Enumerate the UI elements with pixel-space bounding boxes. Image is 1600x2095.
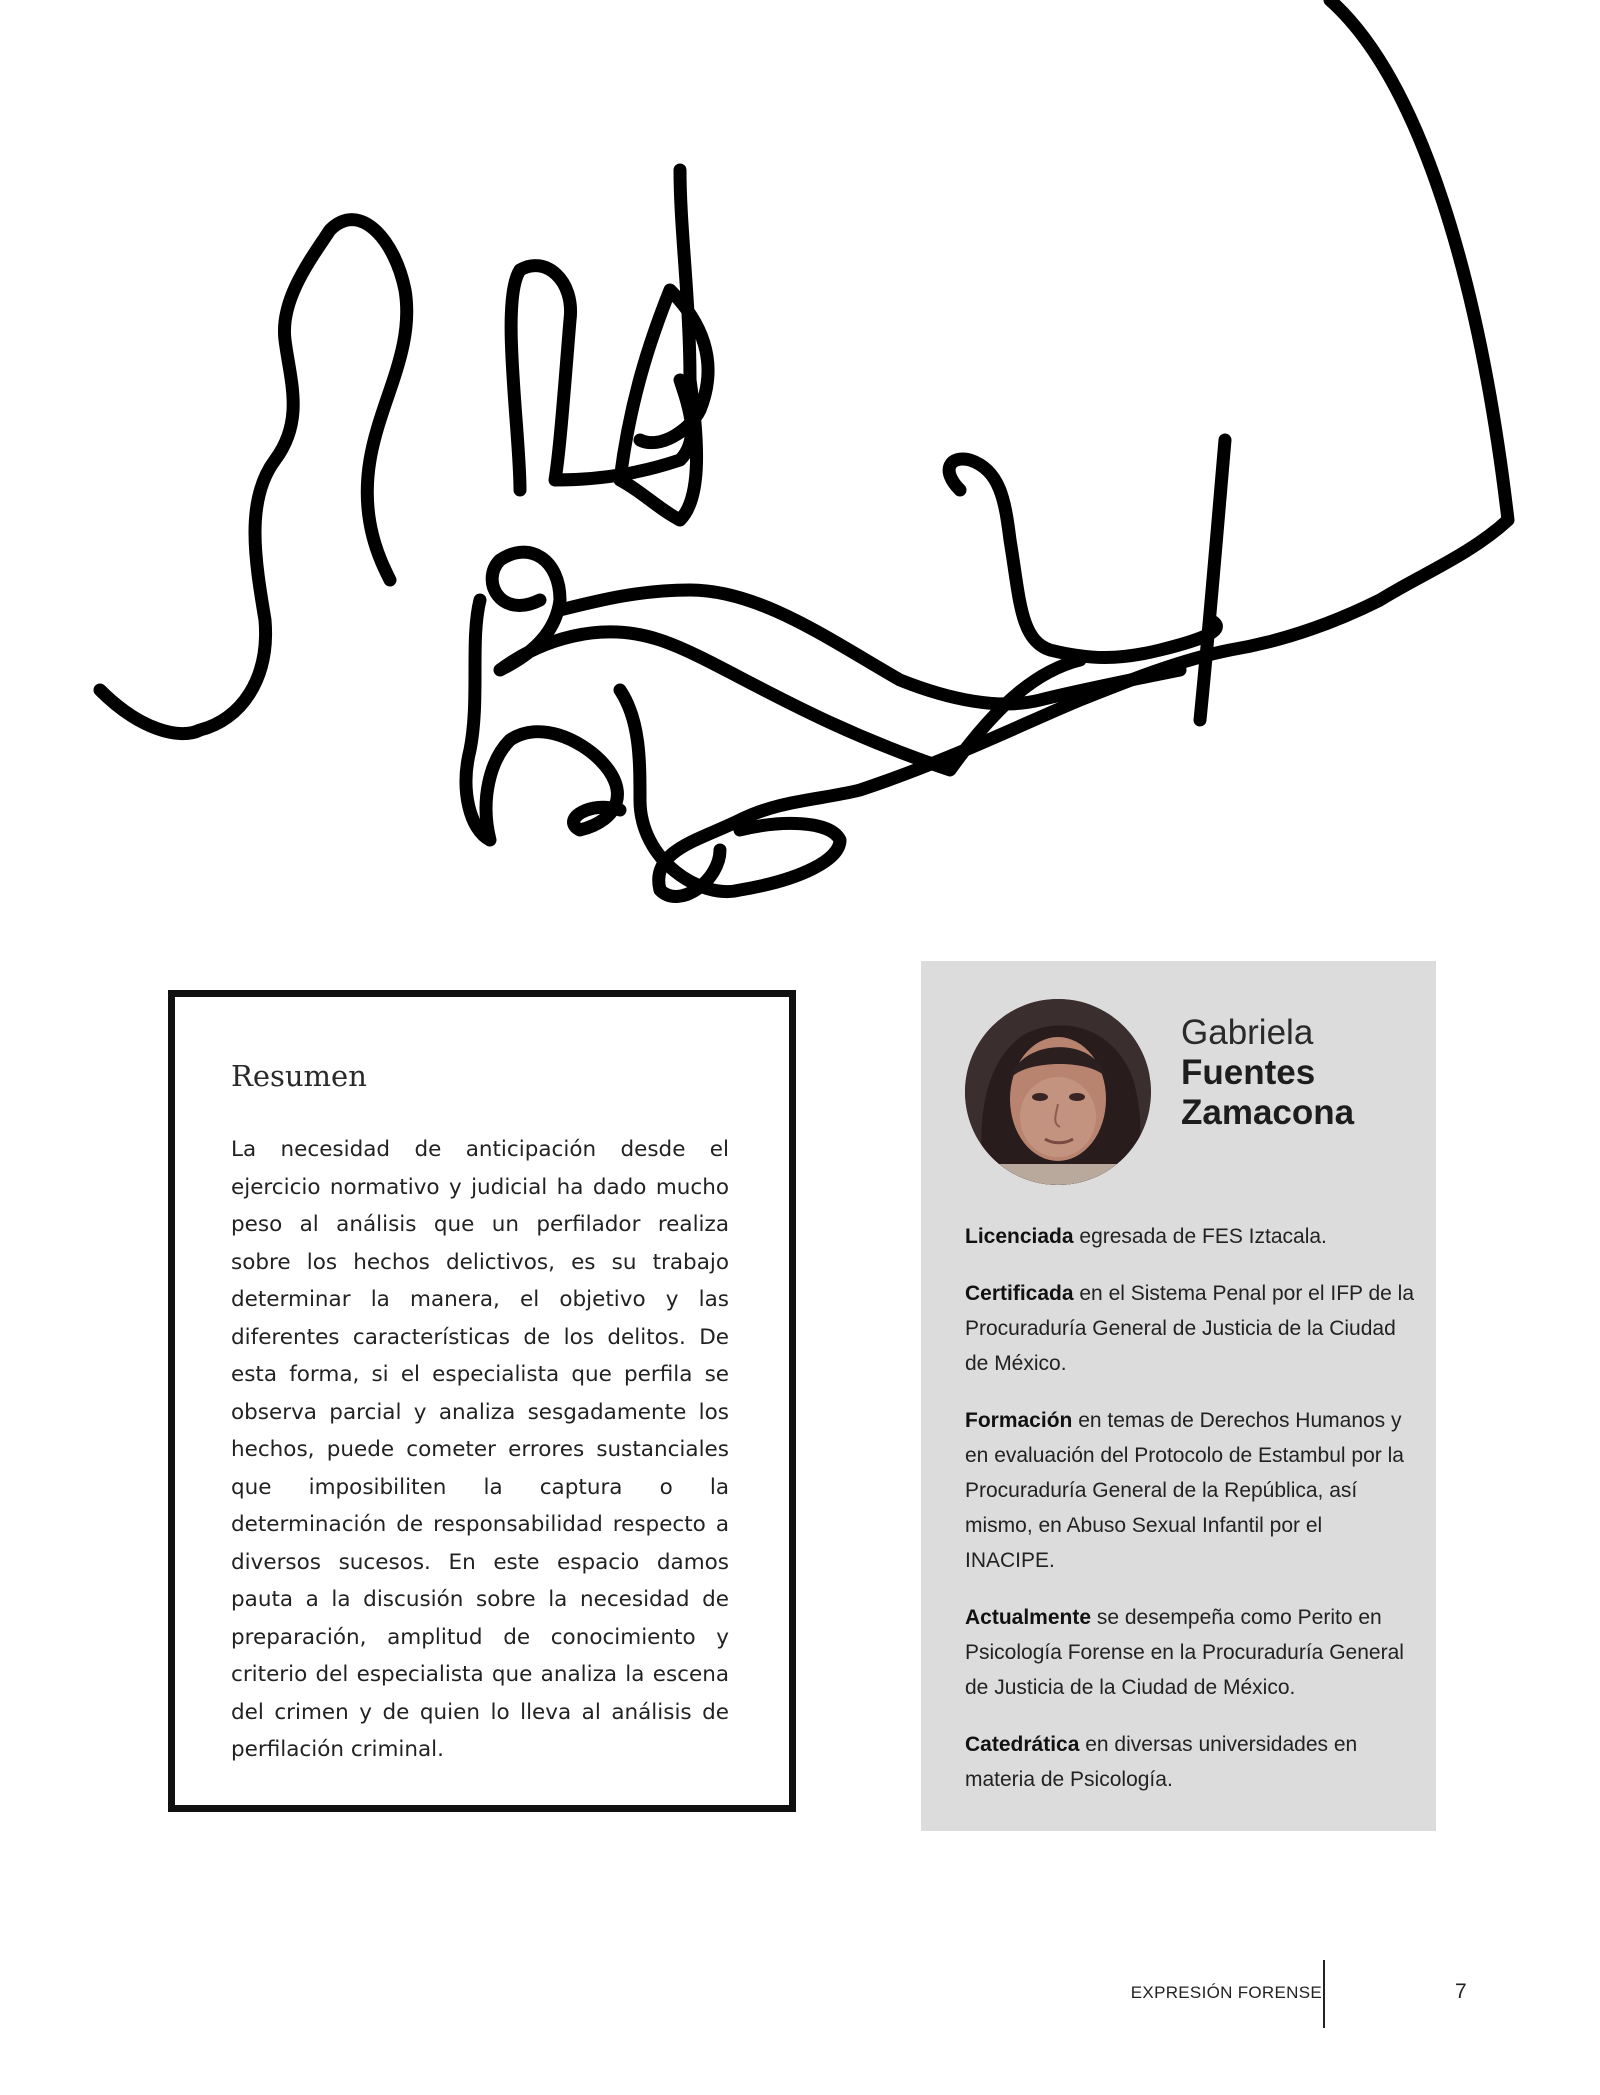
author-bio-panel (921, 961, 1436, 1831)
credential-item (965, 1600, 1415, 1705)
footer-divider (1323, 1960, 1325, 2028)
credential-label: Certificada (965, 1282, 1074, 1305)
credential-item (965, 1727, 1415, 1797)
line-art-face-left (100, 220, 407, 734)
author-first-name: Gabriela (1181, 1013, 1314, 1052)
credential-text: en temas de Derechos Humanos y en evaluación del Protocolo de Estambul por la Procuraduría General de la República, así mismo, en Abuso Sexual Infantil por el INACIPE. (965, 1409, 1404, 1572)
author-credentials-list (965, 1219, 1415, 1819)
credential-label: Formación (965, 1409, 1073, 1432)
author-photo (965, 999, 1151, 1185)
credential-label: Actualmente (965, 1606, 1092, 1629)
line-art-chin (620, 690, 840, 892)
line-art-ear-stroke (1200, 440, 1225, 720)
credential-text: en diversas universidades en materia de Psicología. (965, 1733, 1358, 1791)
page-number: 7 (1455, 1980, 1467, 2003)
abstract-body: La necesidad de anticipación desde el ejercicio normativo y judicial ha dado mucho peso al análisis que un perfilador realiza sobre los hechos delictivos, es su trabajo determinar la manera, el objetivo y las diferentes características de los delitos. De esta forma, si el especialista que perfila se observa parcial y analiza sesgadamente los hechos, puede cometer errores sustanciales que imposibiliten la captura o la determinación de responsabilidad respecto a diversos sucesos. En este espacio damos pauta a la discusión sobre la necesidad de preparación, amplitud de conocimiento y criterio del especialista que analiza la escena del crimen y de quien lo lleva al análisis de perfilación criminal. (231, 1137, 729, 1762)
line-art-illustration (0, 0, 1600, 920)
abstract-title: Resumen (231, 1059, 367, 1093)
line-art-bridge (560, 590, 1180, 704)
credential-label: Licenciada (965, 1225, 1074, 1248)
author-last-name-2: Zamacona (1181, 1093, 1355, 1132)
credential-item (965, 1403, 1415, 1578)
credential-text: se desempeña como Perito en Psicología Forense en la Procuraduría General de Justicia de la Ciudad de México. (965, 1606, 1404, 1699)
abstract-box (168, 990, 796, 1812)
credential-label: Catedrática (965, 1733, 1080, 1756)
credential-text: egresada de FES Iztacala. (1073, 1225, 1327, 1248)
author-name (1181, 1013, 1354, 1133)
line-art-cheek (949, 459, 1216, 657)
credential-text: en el Sistema Penal por el IFP de la Procuraduría General de Justicia de la Ciudad de México. (965, 1282, 1415, 1375)
credential-item (965, 1276, 1415, 1381)
credential-item (965, 1219, 1415, 1254)
line-art-head-contour (659, 0, 1508, 896)
publication-name: EXPRESIÓN FORENSE (1130, 1983, 1322, 2002)
author-last-name-1: Fuentes (1181, 1053, 1316, 1092)
